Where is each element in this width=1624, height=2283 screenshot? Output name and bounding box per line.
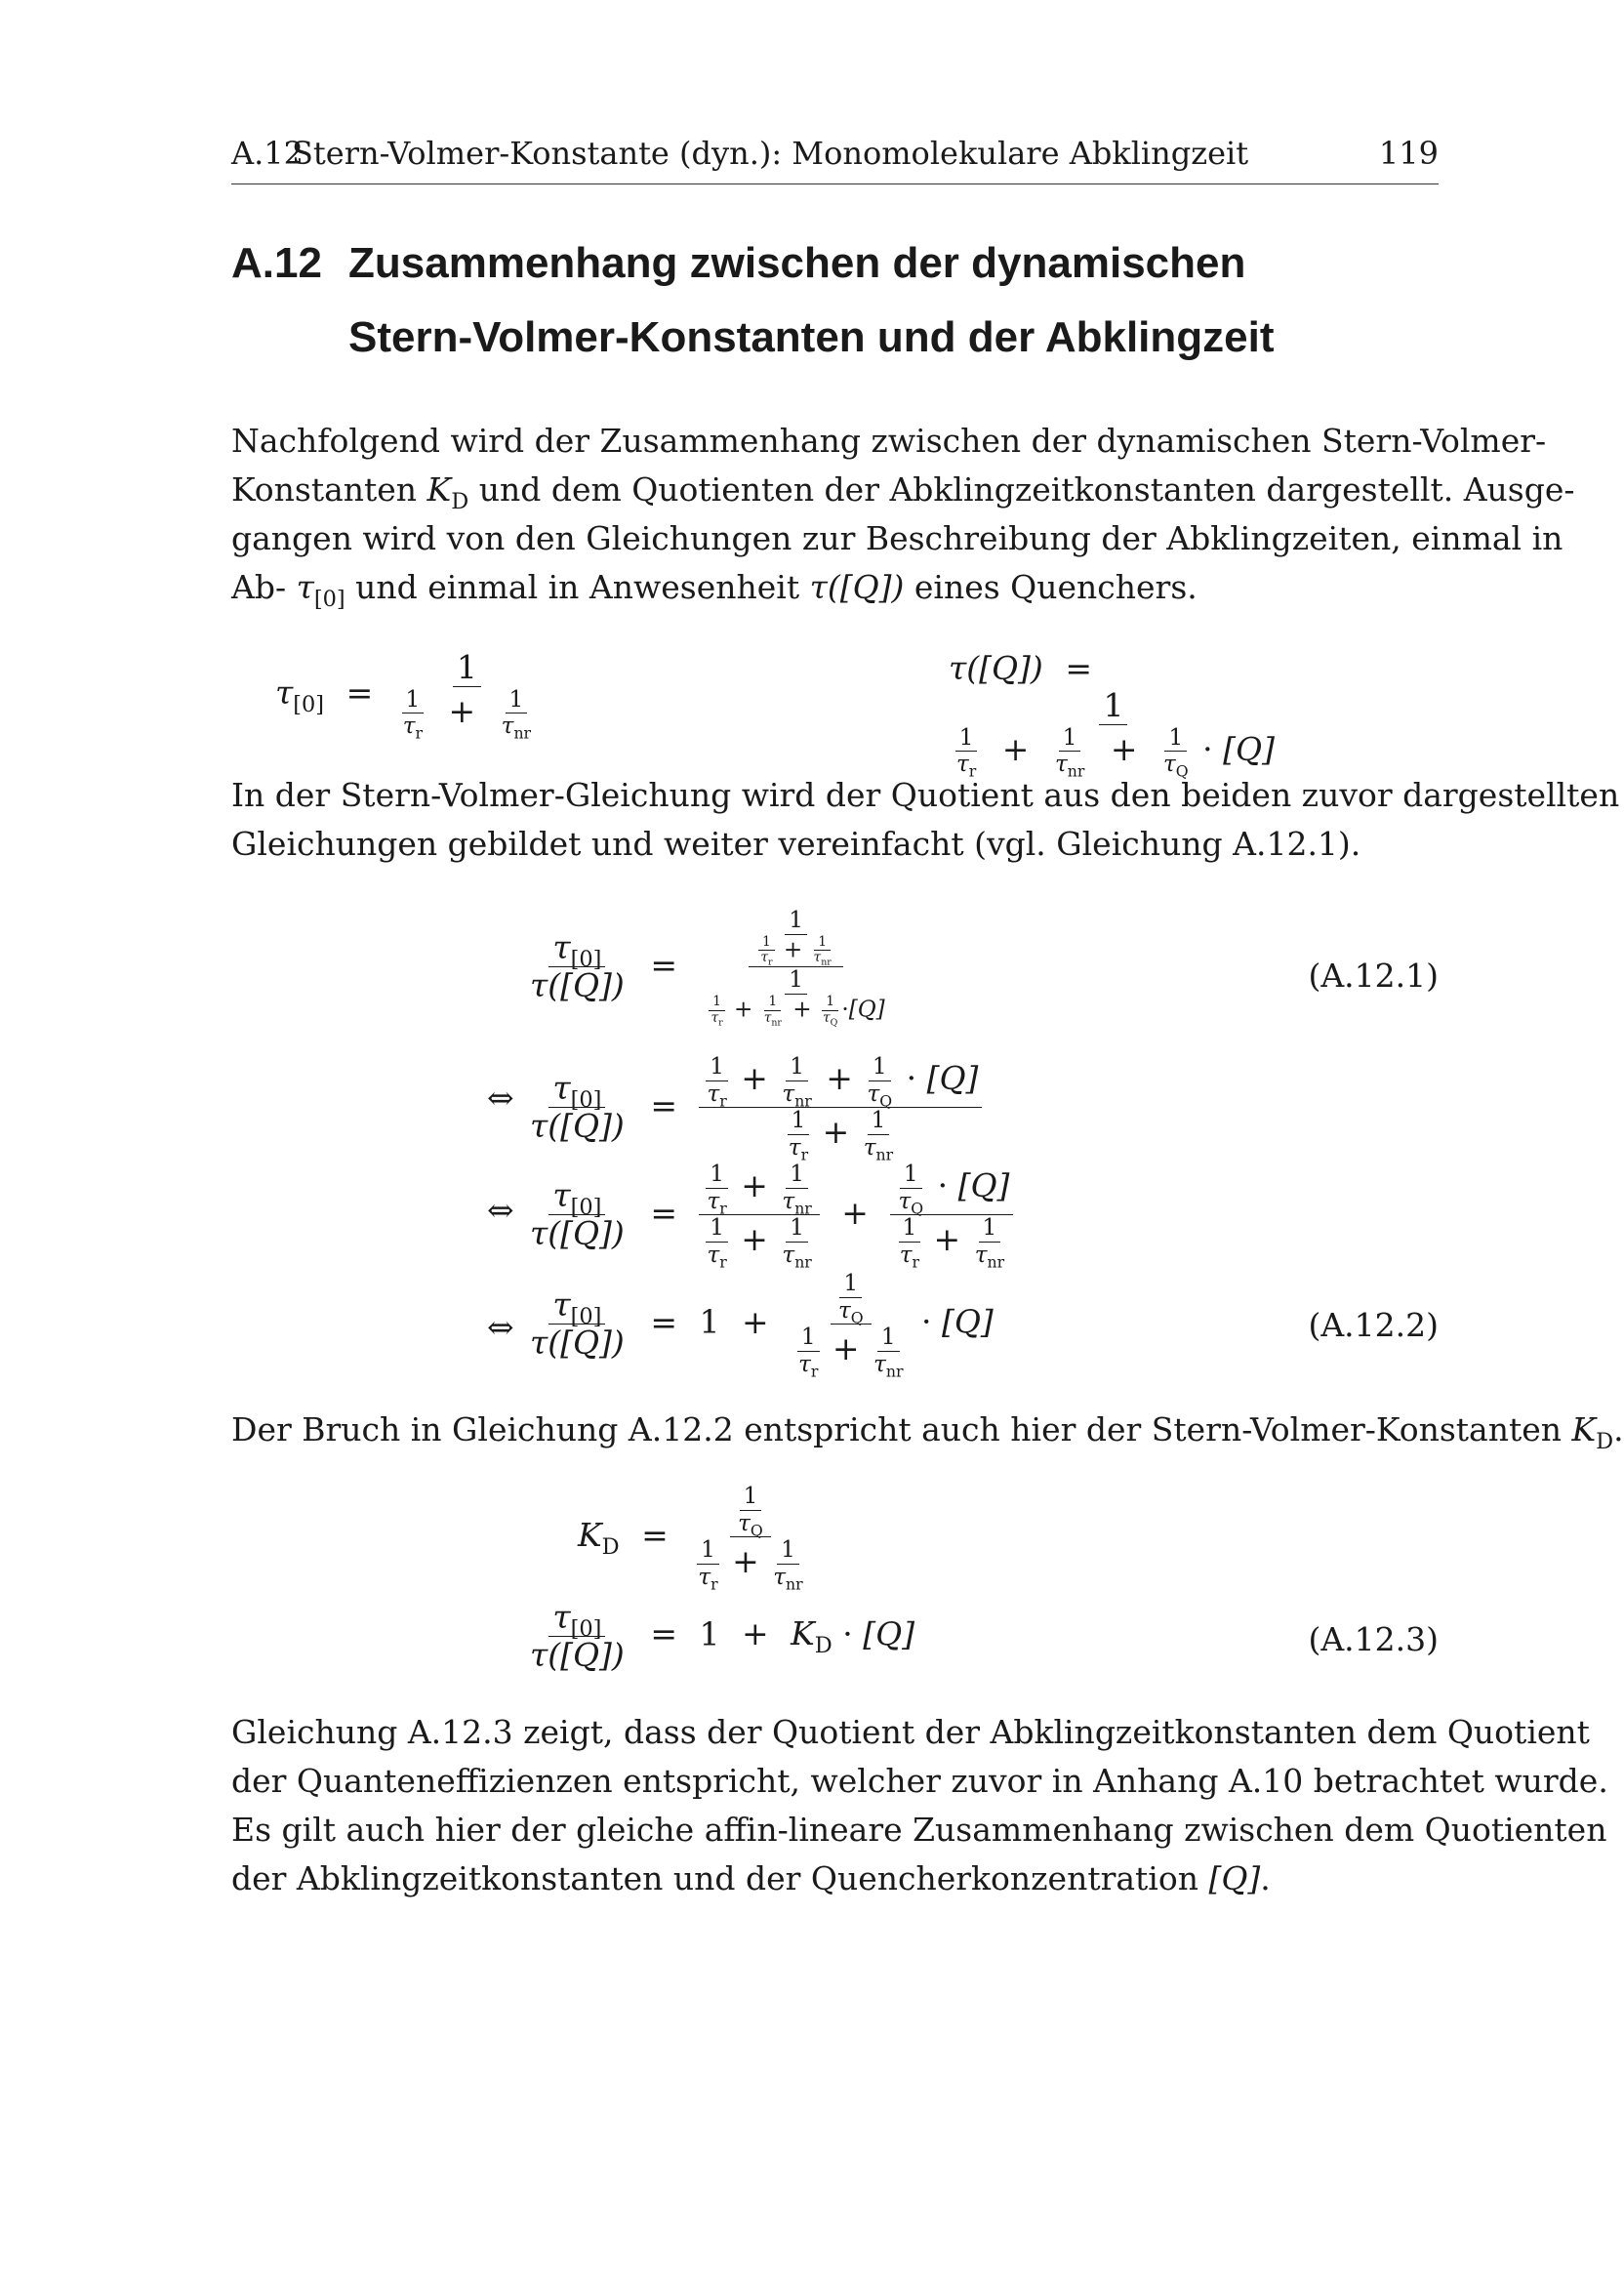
math-tauQ: τ([Q]) — [809, 568, 905, 606]
page-number: 119 — [1378, 135, 1439, 172]
paragraph-line: Konstanten $K_D$ und dem Quotienten der Abklingzeitkonstanten dargestellt. Ausge- — [231, 470, 1575, 514]
paragraph-line: der Abklingzeitkonstanten und der Quencherkonzentration [Q]. — [231, 1859, 1271, 1897]
paragraph-stern-volmer — [231, 771, 1620, 869]
equation-label-a12-2: (A.12.2) — [1308, 1306, 1439, 1344]
paragraph-line: Nachfolgend wird der Zusammenhang zwischen der dynamischen Stern-Volmer- — [231, 422, 1547, 460]
equation-row-4: $\frac{\tau_{[0]}}{\tau([Q])}$ = 1 + $\frac{1}{\tau_Q}$ $\frac{1}{\tau_r}$ + $\frac{1}{\tau_{nr}}$ · [Q] — [530, 1271, 994, 1381]
equation-tauQ: τ([Q]) = 1 $\frac{1}{\tau_r}$ + $\frac{1}{\tau_{nr}}$ + $\frac{1}{\tau_Q}$ · [Q] — [949, 649, 1275, 781]
paragraph-bruch — [231, 1406, 1624, 1454]
section-number: A.12 — [231, 239, 322, 287]
equation-label-a12-3: (A.12.3) — [1308, 1620, 1439, 1658]
iff-symbol: ⇔ — [487, 1191, 514, 1229]
paragraph-line: In der Stern-Volmer-Gleichung wird der Quotient aus den beiden zuvor dargestellten — [231, 776, 1620, 814]
paragraph-intro — [231, 417, 1575, 612]
paragraph-line: Gleichungen gebildet und weiter vereinfacht (vgl. Gleichung A.12.1). — [231, 825, 1361, 863]
equation-kd: $K_D$ = $\frac{1}{\tau_Q}$ $\frac{1}{\tau_r}$ + $\frac{1}{\tau_{nr}}$ — [578, 1484, 803, 1594]
equation-row-3: $\frac{\tau_{[0]}}{\tau([Q])}$ = $\frac{1}{\tau_r}$ + $\frac{1}{\tau_{nr}}$ $\frac{1}{\tau_r}$ + $\frac{1}{\tau_{nr}}$ + $\frac{1}{\tau_Q}$ · [Q] $\frac{1}{\tau_r}$ + $\frac{1}{\tau_{nr}}$ — [526, 1162, 1013, 1268]
paragraph-line: gangen wird von den Gleichungen zur Beschreibung der Abklingzeiten, einmal in — [231, 519, 1563, 557]
page — [231, 0, 1624, 2283]
iff-symbol: ⇔ — [487, 1079, 514, 1117]
section-title-line2: Stern-Volmer-Konstanten und der Abklingzeit — [348, 313, 1275, 361]
equation-block-a12-1-2 — [231, 908, 1439, 1381]
equation-row-2: $\frac{\tau_{[0]}}{\tau([Q])}$ = $\frac{1}{\tau_r}$ + $\frac{1}{\tau_{nr}}$ + $\frac{1}{\tau_Q}$ · [Q] $\frac{1}{\tau_r}$ + $\frac{1}{\tau_{nr}}$ — [526, 1054, 982, 1161]
paragraph-line: Gleichung A.12.3 zeigt, dass der Quotient der Abklingzeitkonstanten dem Quotient — [231, 1713, 1590, 1751]
iff-symbol: ⇔ — [487, 1308, 514, 1346]
paragraph-conclusion — [231, 1708, 1608, 1903]
paragraph-line: der Quanteneffizienzen entspricht, welcher zuvor in Anhang A.10 betrachtet wurde. — [231, 1762, 1608, 1800]
equation-block-a12-3 — [231, 1484, 1439, 1679]
running-header-number: A.12 — [231, 135, 304, 172]
equation-tau0: $\tau_{[0]}$ = 1 $\frac{1}{\tau_r}$ + $\frac{1}{\tau_{nr}}$ — [275, 648, 532, 743]
paragraph-line: Es gilt auch hier der gleiche affin-lineare Zusammenhang zwischen dem Quotienten — [231, 1811, 1607, 1849]
equation-label-a12-1: (A.12.1) — [1308, 957, 1439, 995]
paragraph-line: Der Bruch in Gleichung A.12.2 entspricht auch hier der Stern-Volmer-Konstanten $K_D$. — [231, 1410, 1624, 1454]
math-tau0: $\tau_{[0]}$ — [296, 568, 345, 612]
running-header — [231, 135, 1439, 184]
running-header-text: Stern-Volmer-Konstante (dyn.): Monomolekulare Abklingzeit — [292, 135, 1249, 172]
math-kd: $K_D$ — [426, 470, 469, 514]
section-title-line1: Zusammenhang zwischen der dynamischen — [348, 239, 1246, 287]
paragraph-line: Ab- $\tau_{[0]}$ und einmal in Anwesenheit τ([Q]) eines Quenchers. — [231, 568, 1198, 612]
equation-stern-volmer-final: $\frac{\tau_{[0]}}{\tau([Q])}$ = $1 + K_D \cdot [Q]$ — [530, 1598, 915, 1674]
equation-row-1: $\frac{\tau_{[0]}}{\tau([Q])}$ = 1 $\frac{1}{\tau_r}$ + $\frac{1}{\tau_{nr}}$ 1 $\frac{1}{\tau_r}$ + $\frac{1}{\tau_{nr}}$ + $\frac{1}{\tau_Q}$ ·[Q] — [530, 908, 885, 1029]
